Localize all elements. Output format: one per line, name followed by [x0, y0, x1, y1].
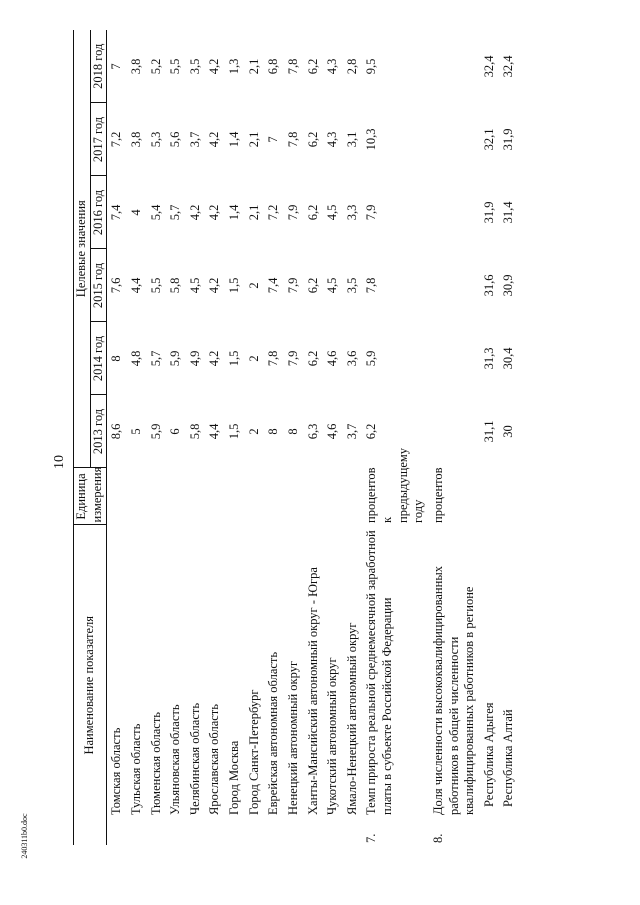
unit-cell — [166, 468, 186, 525]
indicator-name: Челябинская область — [187, 702, 202, 815]
row-number — [499, 817, 519, 845]
value-cell: 8 — [109, 355, 124, 362]
value-cell: 32,1 — [481, 128, 496, 151]
indicator-name: Ненецкий автономный округ — [285, 660, 300, 815]
row-number — [107, 817, 127, 845]
unit-cell — [107, 468, 127, 525]
unit-cell: процентов к предыдущему году — [364, 447, 426, 523]
value-cell: 2,8 — [344, 58, 359, 75]
value-cell: 7,9 — [285, 277, 300, 294]
header-indicator-name: Наименование показателя — [74, 525, 107, 845]
value-cell: 5 — [128, 428, 143, 435]
value-cell: 2,1 — [246, 204, 261, 221]
value-cell — [429, 322, 480, 395]
value-cell: 7,2 — [266, 204, 281, 221]
value-cell: 31,9 — [501, 128, 516, 151]
value-cell: 30 — [501, 425, 516, 438]
indicator-name: Еврейская автономная область — [266, 651, 281, 815]
value-cell: 4,2 — [207, 204, 222, 221]
table-row — [225, 30, 245, 845]
value-cell: 3,1 — [344, 131, 359, 148]
value-cell: 5,9 — [364, 350, 379, 367]
value-cell: 4,5 — [325, 204, 340, 221]
value-cell: 6,3 — [305, 423, 320, 440]
value-cell: 6 — [168, 428, 183, 435]
value-cell: 31,3 — [481, 347, 496, 370]
value-cell: 5,4 — [148, 204, 163, 221]
value-cell: 5,9 — [168, 350, 183, 367]
value-cell: 6,2 — [305, 131, 320, 148]
row-number — [284, 817, 304, 845]
row-number: 8. — [430, 833, 445, 843]
unit-cell — [499, 468, 519, 525]
table-row — [166, 30, 186, 845]
indicator-name: Тюменская область — [148, 712, 163, 815]
value-cell: 8,6 — [109, 423, 124, 440]
value-cell: 3,8 — [128, 58, 143, 75]
value-cell: 5,5 — [148, 277, 163, 294]
row-number: 7. — [364, 833, 379, 843]
table-row — [205, 30, 225, 845]
value-cell: 8 — [285, 428, 300, 435]
value-cell: 4,3 — [325, 58, 340, 75]
indicator-name: Ульяновская область — [168, 704, 183, 815]
value-cell: 6,8 — [266, 58, 281, 75]
value-cell: 4,2 — [207, 350, 222, 367]
value-cell: 4,4 — [128, 277, 143, 294]
value-cell: 3,6 — [344, 350, 359, 367]
value-cell: 31,6 — [481, 274, 496, 297]
value-cell: 1,5 — [227, 350, 241, 367]
value-cell: 4,2 — [207, 277, 222, 294]
indicator-name: Чукотский автономный округ — [325, 657, 340, 815]
row-number — [205, 817, 225, 845]
value-cell: 7,4 — [109, 204, 124, 221]
indicator-name: Темп прироста реальной среднемесячной заработной платы в субъекте Российской Федерации — [364, 530, 394, 815]
table-row — [499, 30, 519, 845]
value-cell: 30,4 — [501, 347, 516, 370]
value-cell: 3,7 — [187, 131, 202, 148]
value-cell: 1,4 — [227, 131, 241, 148]
header-year: 2013 год — [90, 395, 107, 468]
header-target-values: Целевые значения — [74, 30, 91, 468]
value-cell: 4,5 — [325, 277, 340, 294]
unit-cell — [186, 468, 206, 525]
unit-cell — [284, 468, 304, 525]
value-cell: 10,3 — [364, 128, 379, 151]
unit-cell — [147, 468, 167, 525]
value-cell: 7,8 — [266, 350, 281, 367]
row-number — [323, 817, 343, 845]
header-year: 2015 год — [90, 249, 107, 322]
table-row — [107, 30, 127, 845]
unit-cell — [205, 468, 225, 525]
value-cell: 5,7 — [168, 204, 183, 221]
value-cell: 32,4 — [501, 55, 516, 78]
unit-cell — [245, 468, 265, 525]
value-cell: 9,5 — [364, 58, 379, 75]
row-number — [166, 817, 186, 845]
value-cell: 4 — [128, 209, 143, 216]
unit-cell — [480, 468, 500, 525]
value-cell: 5,3 — [148, 131, 163, 148]
value-cell: 4,5 — [187, 277, 202, 294]
row-number — [264, 817, 284, 845]
value-cell: 7,8 — [285, 58, 300, 75]
table-row — [304, 30, 324, 845]
indicator-name: Ямало-Ненецкий автономный округ — [344, 622, 359, 815]
value-cell: 2 — [246, 355, 261, 362]
table-row — [245, 30, 265, 845]
header-unit-line2: измерения — [89, 466, 104, 523]
value-cell: 1,5 — [227, 277, 241, 294]
value-cell — [429, 30, 480, 103]
indicator-name: Город Санкт-Петербург — [246, 689, 261, 815]
value-cell: 7,9 — [285, 350, 300, 367]
value-cell: 1,3 — [227, 58, 241, 75]
value-cell: 1,5 — [227, 423, 241, 440]
unit-cell — [343, 468, 363, 525]
value-cell: 5,8 — [168, 277, 183, 294]
value-cell: 4,2 — [207, 131, 222, 148]
value-cell: 4,2 — [207, 58, 222, 75]
value-cell: 6,2 — [364, 423, 379, 440]
value-cell: 32,4 — [481, 55, 496, 78]
value-cell: 4,6 — [325, 350, 340, 367]
value-cell: 7,9 — [285, 204, 300, 221]
header-year: 2014 год — [90, 322, 107, 395]
footer-file-code: 240311b0.doc — [20, 813, 29, 859]
row-number — [343, 817, 363, 845]
value-cell: 6,2 — [305, 350, 320, 367]
unit-cell — [264, 468, 284, 525]
value-cell: 7 — [109, 63, 124, 70]
value-cell: 6,2 — [305, 204, 320, 221]
value-cell: 31,4 — [501, 201, 516, 224]
table-row — [264, 30, 284, 845]
table-header — [74, 30, 107, 845]
value-cell: 5,2 — [148, 58, 163, 75]
value-cell: 6,2 — [305, 58, 320, 75]
value-cell: 31,9 — [481, 201, 496, 224]
unit-cell — [127, 468, 147, 525]
table-row — [127, 30, 147, 845]
value-cell: 3,3 — [344, 204, 359, 221]
row-number — [127, 817, 147, 845]
unit-cell: процентов — [430, 467, 445, 523]
value-cell: 3,7 — [344, 423, 359, 440]
value-cell: 7,4 — [266, 277, 281, 294]
value-cell: 4,2 — [187, 204, 202, 221]
value-cell — [429, 176, 480, 249]
table-row — [480, 30, 500, 845]
value-cell: 4,3 — [325, 131, 340, 148]
value-cell: 5,5 — [168, 58, 183, 75]
value-cell: 31,1 — [481, 420, 496, 443]
value-cell — [429, 395, 480, 468]
value-cell: 2 — [246, 282, 261, 289]
row-number — [225, 817, 245, 845]
indicator-name: Республика Адыгея — [481, 702, 496, 807]
row-number — [304, 817, 324, 845]
value-cell: 4,9 — [187, 350, 202, 367]
value-cell: 5,7 — [148, 350, 163, 367]
value-cell: 2 — [246, 428, 261, 435]
value-cell: 5,9 — [148, 423, 163, 440]
indicator-name: Ярославская область — [207, 704, 222, 815]
table-body — [107, 30, 519, 845]
indicators-table — [73, 30, 519, 845]
indicator-name: Доля численности высококвалифицированных работников в общей численности квалифицированных работников в регионе — [430, 566, 477, 815]
indicator-name: Республика Алтай — [501, 709, 516, 807]
table-row — [429, 30, 480, 845]
value-cell: 1,4 — [227, 204, 241, 221]
table-row — [284, 30, 304, 845]
value-cell: 5,8 — [187, 423, 202, 440]
value-cell: 7 — [266, 136, 281, 143]
unit-cell — [304, 468, 324, 525]
header-unit-line1: Единица — [74, 473, 88, 520]
indicator-name: Томская область — [109, 727, 124, 815]
value-cell: 7,8 — [285, 131, 300, 148]
header-year: 2018 год — [90, 30, 107, 103]
row-number — [245, 817, 265, 845]
row-number — [147, 817, 167, 845]
value-cell: 8 — [266, 428, 281, 435]
value-cell: 3,5 — [344, 277, 359, 294]
value-cell: 4,6 — [325, 423, 340, 440]
indicator-name: Тульская область — [128, 723, 143, 815]
value-cell: 4,4 — [207, 423, 222, 440]
table-row — [323, 30, 343, 845]
table-row — [186, 30, 206, 845]
value-cell: 3,5 — [187, 58, 202, 75]
unit-cell — [323, 468, 343, 525]
value-cell: 7,8 — [364, 277, 379, 294]
value-cell: 7,2 — [109, 131, 124, 148]
header-year: 2017 год — [90, 103, 107, 176]
header-year: 2016 год — [90, 176, 107, 249]
value-cell: 2,1 — [246, 58, 261, 75]
row-number — [186, 817, 206, 845]
value-cell: 7,9 — [364, 204, 379, 221]
row-number — [480, 817, 500, 845]
value-cell: 30,9 — [501, 274, 516, 297]
value-cell: 2,1 — [246, 131, 261, 148]
header-unit — [74, 468, 107, 525]
table-row — [147, 30, 167, 845]
table-row — [362, 30, 429, 845]
unit-cell — [225, 468, 245, 525]
value-cell: 5,6 — [168, 131, 183, 148]
indicator-name: Город Москва — [227, 740, 241, 815]
page-number: 10 — [52, 455, 67, 469]
value-cell — [429, 249, 480, 322]
rotated-table-container — [73, 30, 575, 845]
value-cell: 6,2 — [305, 277, 320, 294]
table-row — [343, 30, 363, 845]
value-cell: 4,8 — [128, 350, 143, 367]
value-cell: 3,8 — [128, 131, 143, 148]
indicator-name: Ханты-Мансийский автономный округ - Югра — [305, 567, 320, 815]
value-cell — [429, 103, 480, 176]
value-cell: 7,6 — [109, 277, 124, 294]
